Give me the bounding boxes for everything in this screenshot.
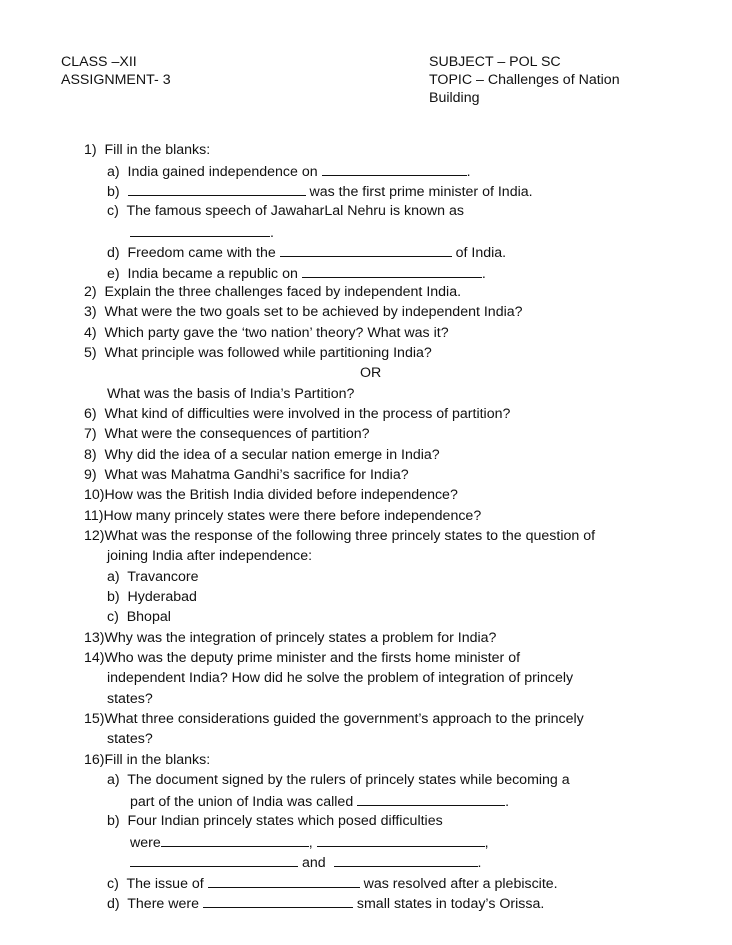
question-14-cont2: states? bbox=[107, 691, 153, 707]
question-3: 3) What were the two goals set to be achieved by independent India? bbox=[84, 304, 523, 320]
question-16b-cont2: and . bbox=[130, 852, 481, 872]
blank bbox=[357, 791, 505, 806]
question-2: 2) Explain the three challenges faced by independent India. bbox=[84, 284, 462, 300]
question-15-cont: states? bbox=[107, 731, 153, 747]
question-11: 11)How many princely states were there before independence? bbox=[84, 508, 482, 524]
question-12a: a) Travancore bbox=[107, 569, 199, 585]
blank bbox=[203, 893, 353, 908]
question-14: 14)Who was the deputy prime minister and the firsts home minister of bbox=[84, 650, 521, 666]
question-13: 13)Why was the integration of princely states a problem for India? bbox=[84, 630, 497, 646]
header-right bbox=[429, 53, 659, 107]
question-16a-cont: part of the union of India was called . bbox=[130, 791, 509, 811]
question-12-cont: joining India after independence: bbox=[107, 548, 313, 564]
blank bbox=[128, 181, 306, 196]
question-12: 12)What was the response of the following three princely states to the question of bbox=[84, 528, 596, 544]
blank bbox=[130, 222, 270, 237]
question-14-cont: independent India? How did he solve the problem of integration of princely bbox=[107, 670, 574, 686]
question-1c: c) The famous speech of JawaharLal Nehru is known as bbox=[107, 203, 464, 219]
question-16a: a) The document signed by the rulers of princely states while becoming a bbox=[107, 772, 570, 788]
assignment-label: ASSIGNMENT- 3 bbox=[61, 72, 171, 88]
question-8: 8) Why did the idea of a secular nation emerge in India? bbox=[84, 447, 440, 463]
class-label: CLASS –XII bbox=[61, 54, 137, 70]
question-16b: b) Four Indian princely states which posed difficulties bbox=[107, 813, 443, 829]
question-12b: b) Hyderabad bbox=[107, 589, 197, 605]
blank bbox=[130, 852, 298, 867]
question-15: 15)What three considerations guided the government’s approach to the princely bbox=[84, 711, 584, 727]
blank bbox=[161, 832, 309, 847]
question-5-alt: What was the basis of India’s Partition? bbox=[107, 386, 355, 402]
question-16d: d) There were small states in today’s Orissa. bbox=[107, 893, 544, 913]
question-4: 4) Which party gave the ‘two nation’ theory? What was it? bbox=[84, 325, 449, 341]
question-1: 1) Fill in the blanks: bbox=[84, 142, 211, 158]
question-16: 16)Fill in the blanks: bbox=[84, 752, 211, 768]
blank bbox=[280, 242, 452, 257]
question-1a: a) India gained independence on . bbox=[107, 161, 471, 181]
blank bbox=[302, 263, 482, 278]
header-left bbox=[61, 53, 171, 89]
blank bbox=[317, 832, 485, 847]
question-1d: d) Freedom came with the of India. bbox=[107, 242, 506, 262]
question-1c-answer: . bbox=[130, 222, 274, 242]
question-6: 6) What kind of difficulties were involved in the process of partition? bbox=[84, 406, 511, 422]
or-separator: OR bbox=[360, 365, 382, 381]
question-1e: e) India became a republic on . bbox=[107, 263, 486, 283]
blank bbox=[322, 161, 467, 176]
question-16b-cont: were , , bbox=[130, 832, 489, 852]
question-1b: b) was the first prime minister of India. bbox=[107, 181, 533, 201]
question-9: 9) What was Mahatma Gandhi’s sacrifice for India? bbox=[84, 467, 409, 483]
blank bbox=[334, 852, 478, 867]
topic-label: TOPIC – Challenges of Nation Building bbox=[429, 72, 620, 106]
question-10: 10)How was the British India divided before independence? bbox=[84, 487, 458, 503]
question-5: 5) What principle was followed while partitioning India? bbox=[84, 345, 432, 361]
question-16c: c) The issue of was resolved after a plebiscite. bbox=[107, 873, 558, 893]
blank bbox=[208, 873, 360, 888]
subject-label: SUBJECT – POL SC bbox=[429, 54, 561, 70]
question-7: 7) What were the consequences of partition? bbox=[84, 426, 370, 442]
question-12c: c) Bhopal bbox=[107, 609, 171, 625]
